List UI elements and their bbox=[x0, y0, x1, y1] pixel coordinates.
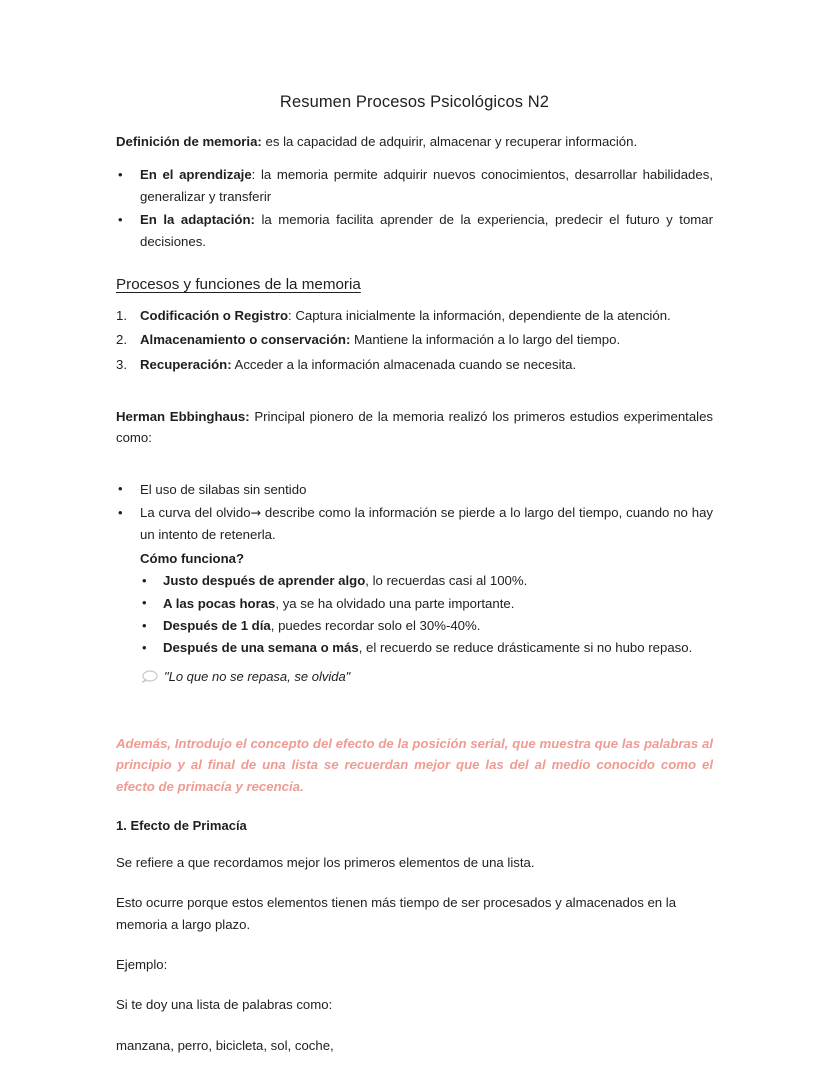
how-it-works-list bbox=[140, 569, 713, 659]
definition-bullet-list bbox=[116, 152, 713, 252]
how-it-works-block bbox=[140, 545, 713, 687]
list-item bbox=[116, 305, 713, 326]
timeframe-text: , puedes recordar solo el 30%-40%. bbox=[270, 618, 481, 633]
quote-text: "Lo que no se repasa, se olvida" bbox=[164, 668, 351, 684]
list-item bbox=[140, 593, 713, 614]
ebbinghaus-bullet-list bbox=[116, 449, 713, 687]
curva-olvido-text: La curva del olvido bbox=[140, 505, 251, 521]
ebbinghaus-paragraph bbox=[116, 378, 713, 449]
list-item bbox=[116, 209, 713, 252]
definition-paragraph bbox=[116, 112, 713, 152]
definition-label: Definición de memoria: bbox=[116, 134, 262, 149]
timeframe-label: A las pocas horas bbox=[163, 595, 276, 611]
how-it-works-heading: Cómo funciona? bbox=[140, 550, 245, 566]
process-label: Recuperación: bbox=[140, 356, 232, 372]
processes-numbered-list bbox=[116, 293, 713, 375]
list-item bbox=[140, 637, 713, 658]
timeframe-text: , el recuerdo se reduce drásticamente si no hubo repaso. bbox=[358, 640, 693, 656]
list-item bbox=[116, 479, 713, 500]
process-text: Acceder a la información almacenada cuando se necesita. bbox=[231, 356, 577, 372]
list-item bbox=[116, 502, 713, 687]
arrow-icon: → bbox=[250, 505, 262, 521]
bullet-text: la memoria permite adquirir nuevos conocimientos, desarrollar habilidades, generalizar y transferir bbox=[140, 167, 713, 204]
primacy-paragraph-2: Esto ocurre porque estos elementos tienen más tiempo de ser procesados y almacenados en la memoria a largo plazo. bbox=[116, 895, 677, 932]
bullet-label: En el aprendizaje bbox=[140, 167, 252, 183]
bullet-separator: : bbox=[251, 167, 256, 183]
ebbinghaus-text: Principal pionero de la memoria realizó los primeros estudios experimentales como: bbox=[116, 409, 714, 446]
primacy-heading: 1. Efecto de Primacía bbox=[116, 817, 247, 833]
bullet-text: la memoria facilita aprender de la experiencia, predecir el futuro y tomar decisiones. bbox=[140, 212, 713, 249]
bullet-label: En la adaptación: bbox=[140, 212, 255, 228]
timeframe-label: Después de una semana o más bbox=[163, 640, 359, 656]
process-text: Captura inicialmente la información, dependiente de la atención. bbox=[291, 307, 671, 323]
timeframe-text: , lo recuerdas casi al 100%. bbox=[365, 573, 528, 589]
list-item bbox=[140, 615, 713, 636]
section-heading-procesos: Procesos y funciones de la memoria bbox=[116, 275, 361, 293]
example-intro: Si te doy una lista de palabras como: bbox=[116, 997, 333, 1013]
list-item bbox=[140, 570, 713, 591]
list-item bbox=[116, 329, 713, 350]
definition-text: es la capacidad de adquirir, almacenar y recuperar información. bbox=[261, 134, 638, 149]
quote-row bbox=[140, 660, 713, 687]
process-separator: : bbox=[288, 307, 292, 323]
page-title: Resumen Procesos Psicológicos N2 bbox=[279, 93, 550, 111]
document-content bbox=[116, 0, 713, 1056]
timeframe-text: , ya se ha olvidado una parte importante. bbox=[275, 595, 515, 611]
example-label: Ejemplo: bbox=[116, 957, 168, 973]
serial-position-note: Además, Introdujo el concepto del efecto de la posición serial, que muestra que las palabras al principio y al final de una lista se recuerdan mejor que las del al medio conocido como el efecto de primacía y recencia. bbox=[116, 735, 713, 794]
process-label: Codificación o Registro bbox=[140, 307, 289, 323]
curva-olvido-description: describe como la información se pierde a lo largo del tiempo, cuando no hay un intento de retenerla. bbox=[140, 505, 713, 542]
ebbinghaus-label: Herman Ebbinghaus: bbox=[116, 409, 250, 424]
list-item bbox=[116, 164, 713, 207]
primacy-paragraph-1: Se refiere a que recordamos mejor los primeros elementos de una lista. bbox=[116, 854, 535, 870]
timeframe-label: Después de 1 día bbox=[163, 618, 271, 633]
example-words: manzana, perro, bicicleta, sol, coche, bbox=[116, 1037, 334, 1053]
process-label: Almacenamiento o conservación: bbox=[140, 332, 351, 348]
process-text: Mantiene la información a lo largo del tiempo. bbox=[350, 332, 621, 348]
speech-bubble-icon bbox=[141, 669, 158, 683]
timeframe-label: Justo después de aprender algo bbox=[163, 573, 366, 589]
silabas-text: El uso de silabas sin sentido bbox=[140, 481, 307, 497]
list-item bbox=[116, 354, 713, 375]
